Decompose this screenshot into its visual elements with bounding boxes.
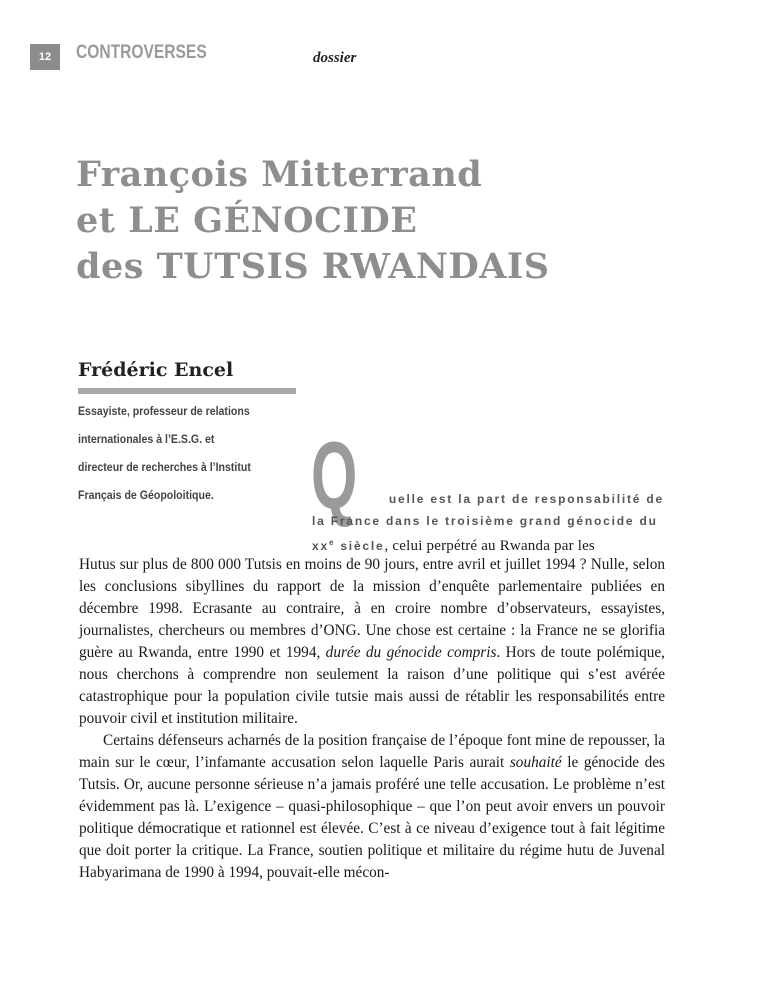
- bio-line: Essayiste, professeur de relations: [78, 406, 250, 418]
- page-number: 12: [30, 44, 60, 70]
- title-line-2: et LE GÉNOCIDE: [76, 200, 418, 241]
- magazine-logo: CONTROVERSES: [76, 42, 207, 63]
- century-smallcaps: $xx^e$ siècle: [312, 538, 385, 553]
- lead-line-3-rest: , celui perpétré au Rwanda par les: [384, 538, 595, 554]
- author-name: Frédéric Encel: [78, 359, 234, 381]
- section-label: dossier: [313, 50, 357, 66]
- bio-line: directeur de recherches à l’Institut: [78, 462, 251, 474]
- title-line-1: François Mitterrand: [76, 154, 483, 195]
- title-line-3: des TUTSIS RWANDAIS: [76, 246, 550, 287]
- drop-cap: Q: [311, 422, 358, 529]
- article-body: [79, 554, 665, 884]
- lead-line-1: uelle est la part de responsabilité de: [388, 492, 664, 506]
- author-rule: [78, 388, 296, 394]
- author-bio: [78, 398, 290, 510]
- lead-line-2: la France dans le troisième grand génocide du: [312, 514, 658, 528]
- article-title: [76, 152, 550, 290]
- paragraph-2: Certains défenseurs acharnés de la position française de l’époque font mine de repousser, la main sur le cœur, l’infamante accusation selon laquelle Paris aurait souhaité le génocide des Tutsis. Or, aucune personne sérieuse n’a jamais proféré une telle accusation. Le problème n’est évidemment pas là. L’exigence – quasi-philosophique – que l’on peut avoir envers un pouvoir politique démocratique et rationnel est élevée. C’est à ce niveau d’exigence tout à fait légitime que doit porter la critique. La France, soutien politique et militaire du régime hutu de Juvenal Habyarimana de 1990 à 1994, pouvait-elle mécon-: [79, 732, 665, 881]
- bio-line: Français de Géopoloitique.: [78, 490, 214, 502]
- bio-line: internationales à l’E.S.G. et: [78, 434, 215, 446]
- paragraph-1: Hutus sur plus de 800 000 Tutsis en moins de 90 jours, entre avril et juillet 1994 ? Nulle, selon les conclusions sibyllines du rapport de la mission d’enquête parlementaire publiées en décembre 1998. Ecrasante au contraire, à en croire nombre d’observateurs, essayistes, journalistes, chercheurs ou membres d’ONG. Une chose est certaine : la France ne se glorifia guère au Rwanda, entre 1990 et 1994, durée du génocide compris. Hors de toute polémique, nous cherchons à comprendre non seulement la raison d’une politique qui s’est avérée catastrophique pour la population civile tutsie mais aussi de rétablir les responsabilités entre pouvoir civil et institution militaire.: [79, 556, 665, 727]
